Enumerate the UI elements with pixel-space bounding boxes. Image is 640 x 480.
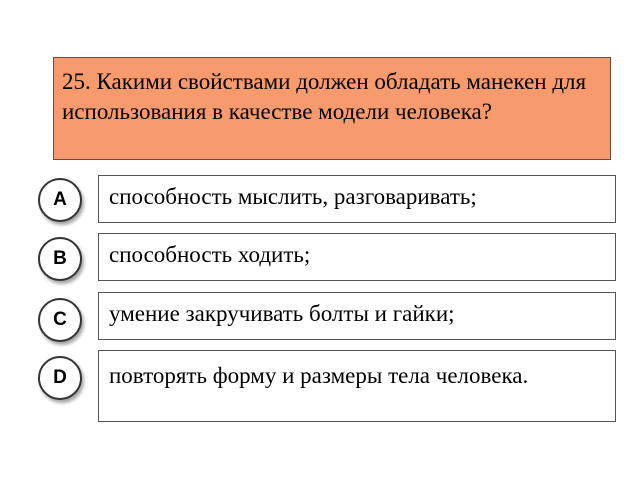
option-c-answer[interactable] [98, 292, 616, 340]
option-a-letter: A [53, 189, 67, 210]
option-c-badge[interactable] [38, 298, 82, 342]
option-a-badge[interactable] [38, 178, 82, 222]
option-d-text: повторять форму и размеры тела человека. [109, 363, 529, 388]
option-d-letter: D [53, 367, 67, 388]
option-c-text: умение закручивать болты и гайки; [109, 301, 455, 326]
option-d-answer[interactable] [98, 350, 616, 422]
option-b-letter: B [53, 248, 67, 269]
option-b-text: способность ходить; [109, 242, 311, 267]
option-b-answer[interactable] [98, 233, 616, 281]
option-a-answer[interactable] [98, 175, 616, 223]
option-b-badge[interactable] [38, 237, 82, 281]
option-a-text: способность мыслить, разговаривать; [109, 184, 477, 209]
question-text: 25. Какими свойствами должен обладать манекен для использования в качестве модели человека? [62, 69, 587, 124]
question-box [53, 57, 611, 160]
option-d-badge[interactable] [38, 356, 82, 400]
option-c-letter: C [53, 309, 67, 330]
